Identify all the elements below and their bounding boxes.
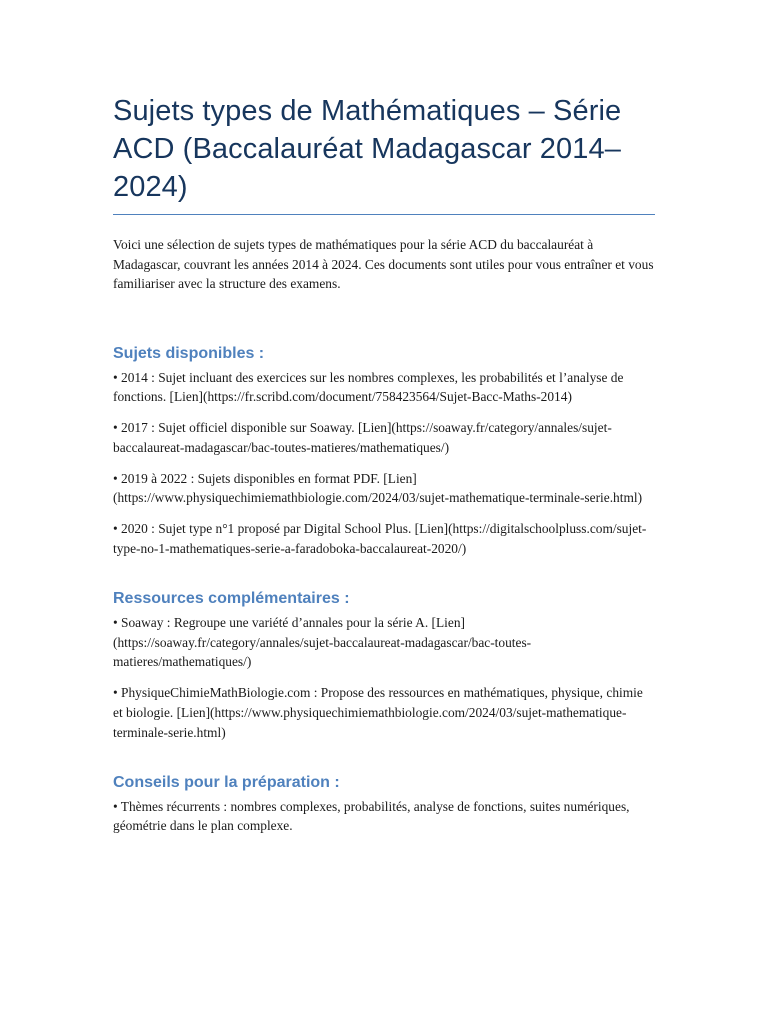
section-heading: Ressources complémentaires : bbox=[113, 589, 350, 607]
list-item: • 2020 : Sujet type n°1 proposé par Digital School Plus. [Lien](https://digitalschoolpluss.com/sujet-type-no-1-mathematiques-serie-a-faradoboka-baccalaureat-2020/) bbox=[113, 521, 647, 557]
list-item: • Soaway : Regroupe une variété d’annales pour la série A. [Lien](https://soaway.fr/category/annales/sujet-baccalaureat-madagascar/bac-toutes-matieres/mathematiques/) bbox=[113, 614, 532, 670]
list-item: • 2014 : Sujet incluant des exercices sur les nombres complexes, les probabilités et l’analyse de fonctions. [Lien](https://fr.scribd.com/document/758423564/Sujet-Bacc-Maths-2014) bbox=[113, 369, 624, 405]
intro-paragraph: Voici une sélection de sujets types de mathématiques pour la série ACD du baccalauréat à Madagascar, couvrant les années 2014 à 2024. Ces documents sont utiles pour vous entraîner et vous familiariser avec la structure des examens. bbox=[113, 237, 654, 291]
section-conseils-preparation bbox=[113, 773, 655, 837]
section-heading: Sujets disponibles : bbox=[113, 344, 265, 362]
section-ressources-complementaires bbox=[113, 589, 655, 743]
list-item: • 2017 : Sujet officiel disponible sur Soaway. [Lien](https://soaway.fr/category/annales/sujet-baccalaureat-madagascar/bac-toutes-matieres/mathematiques/) bbox=[113, 420, 612, 455]
list-item: • Thèmes récurrents : nombres complexes, probabilités, analyse de fonctions, suites numériques, géométrie dans le plan complexe. bbox=[113, 798, 630, 834]
document-title: Sujets types de Mathématiques – Série ACD (Baccalauréat Madagascar 2014–2024) bbox=[113, 92, 655, 215]
list-item: • 2019 à 2022 : Sujets disponibles en format PDF. [Lien](https://www.physiquechimiemathbiologie.com/2024/03/sujet-mathematique-terminale-serie.html) bbox=[113, 470, 643, 506]
section-sujets-disponibles bbox=[113, 344, 655, 559]
list-item: • PhysiqueChimieMathBiologie.com : Propose des ressources en mathématiques, physique, chimie et biologie. [Lien](https://www.physiquechimiemathbiologie.com/2024/03/sujet-mathematique-terminale-serie.html) bbox=[113, 685, 643, 740]
document-page bbox=[113, 92, 655, 836]
section-heading: Conseils pour la préparation : bbox=[113, 773, 340, 791]
